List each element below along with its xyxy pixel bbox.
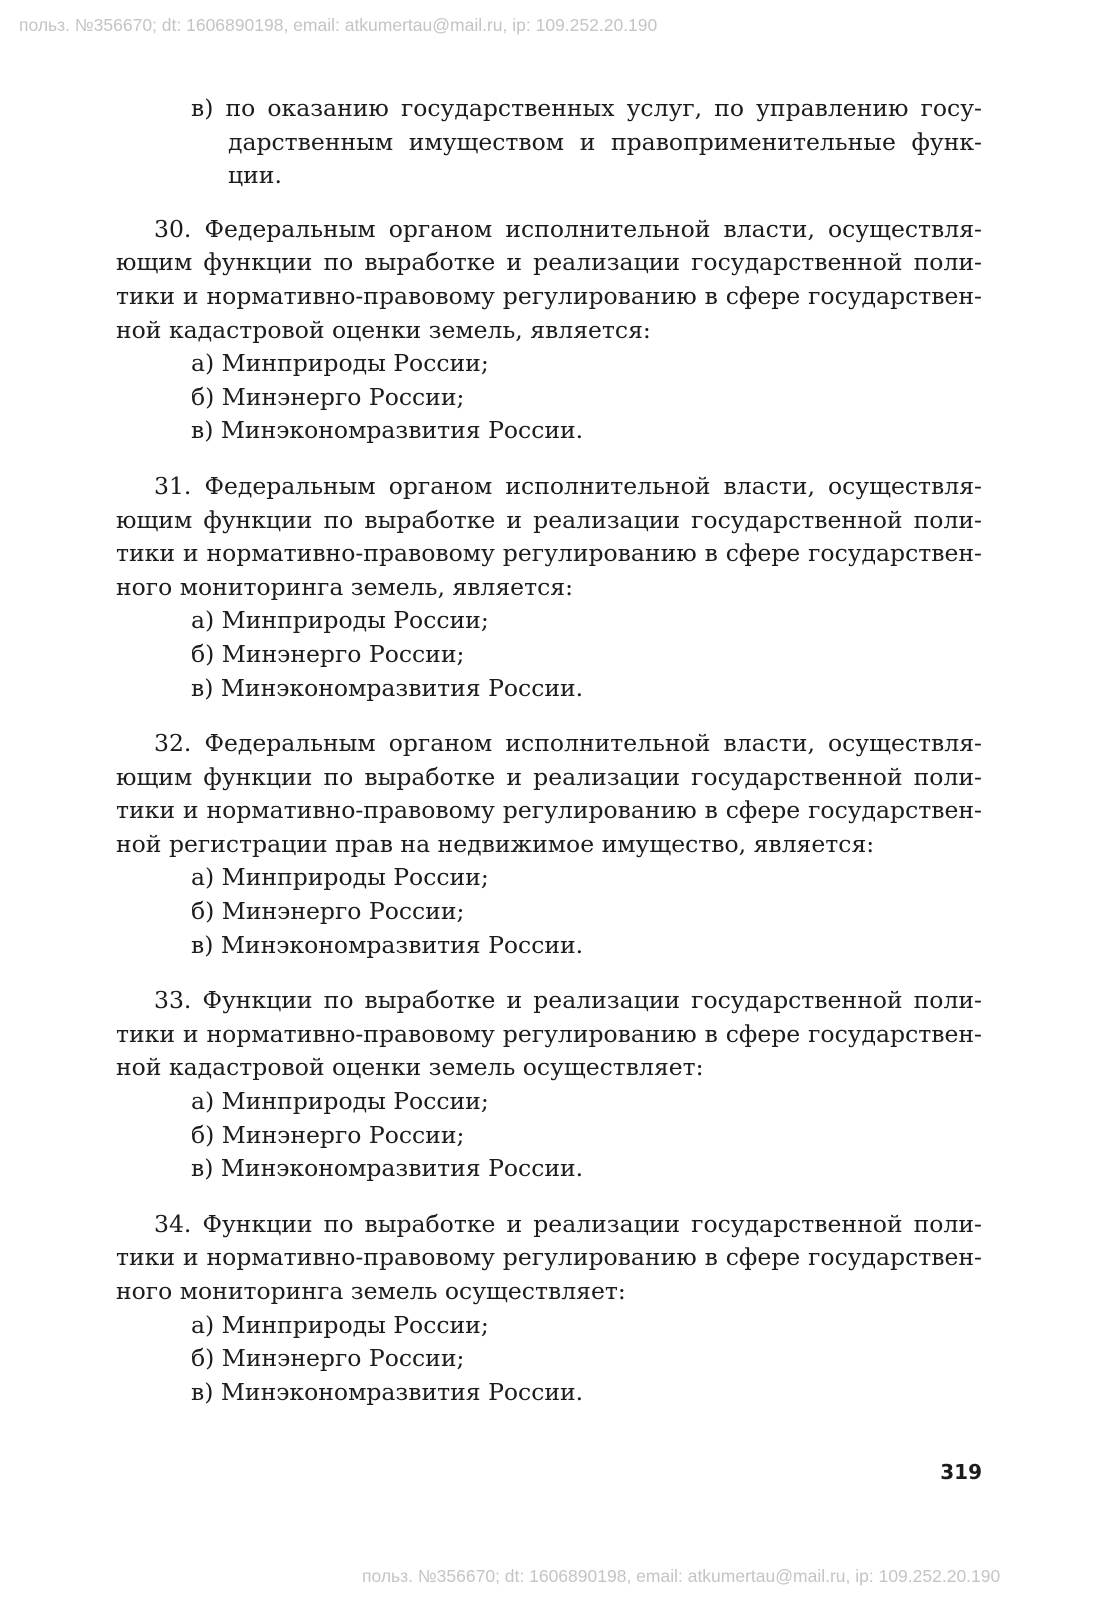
question-text: 33. Функции по выработке и реализации государственной политики и нормативно-правовому регулированию в сфере государственной кадастровой оценки земель осуществляет: — [116, 986, 982, 1082]
question-34 — [116, 1208, 982, 1410]
answer-option-a: а) Минприроды России; — [191, 1087, 489, 1116]
continued-option: в) по оказанию государственных услуг, по управлению государственным имуществом и правоприменительные функции. — [191, 94, 982, 190]
answer-option-c: в) Минэкономразвития России. — [191, 930, 584, 959]
answer-option-a: а) Минприроды России; — [191, 1310, 489, 1339]
answer-option-b: б) Минэнерго России; — [191, 639, 465, 668]
answer-option-c: в) Минэкономразвития России. — [191, 673, 584, 702]
question-32 — [116, 727, 982, 962]
question-text: 31. Федеральным органом исполнительной власти, осуществляющим функции по выработке и реализации государственной политики и нормативно-правовому регулированию в сфере государственного мониторинга земель, является: — [116, 471, 982, 601]
answer-option-b: б) Минэнерго России; — [191, 382, 465, 411]
answer-option-c: в) Минэкономразвития России. — [191, 1377, 584, 1406]
answer-options — [116, 1309, 982, 1410]
answer-option-a: а) Минприроды России; — [191, 606, 489, 635]
answer-option-a: а) Минприроды России; — [191, 863, 489, 892]
answer-option-c: в) Минэкономразвития России. — [191, 1154, 584, 1183]
page-body — [116, 92, 982, 1431]
answer-option-b: б) Минэнерго России; — [191, 897, 465, 926]
answer-options — [116, 861, 982, 962]
question-text: 34. Функции по выработке и реализации государственной политики и нормативно-правовому регулированию в сфере государственного мониторинга земель осуществляет: — [116, 1209, 982, 1305]
question-30 — [116, 213, 982, 448]
watermark-top: польз. №356670; dt: 1606890198, email: atkumertau@mail.ru, ip: 109.252.20.190 — [19, 15, 658, 35]
answer-option-b: б) Минэнерго России; — [191, 1344, 465, 1373]
answer-option-c: в) Минэкономразвития России. — [191, 416, 584, 445]
question-31 — [116, 470, 982, 705]
watermark-bottom: польз. №356670; dt: 1606890198, email: atkumertau@mail.ru, ip: 109.252.20.190 — [362, 1566, 1001, 1586]
question-text: 30. Федеральным органом исполнительной власти, осуществляющим функции по выработке и реализации государственной политики и нормативно-правовому регулированию в сфере государственной кадастровой оценки земель, является: — [116, 214, 982, 344]
answer-options — [116, 1085, 982, 1186]
answer-options — [116, 604, 982, 705]
answer-option-b: б) Минэнерго России; — [191, 1120, 465, 1149]
question-text: 32. Федеральным органом исполнительной власти, осуществляющим функции по выработке и реализации государственной политики и нормативно-правовому регулированию в сфере государственной регистрации прав на недвижимое имущество, является: — [116, 729, 982, 858]
page-number: 319 — [940, 1460, 982, 1484]
question-33 — [116, 984, 982, 1186]
answer-options — [116, 347, 982, 448]
answer-option-a: а) Минприроды России; — [191, 349, 489, 378]
